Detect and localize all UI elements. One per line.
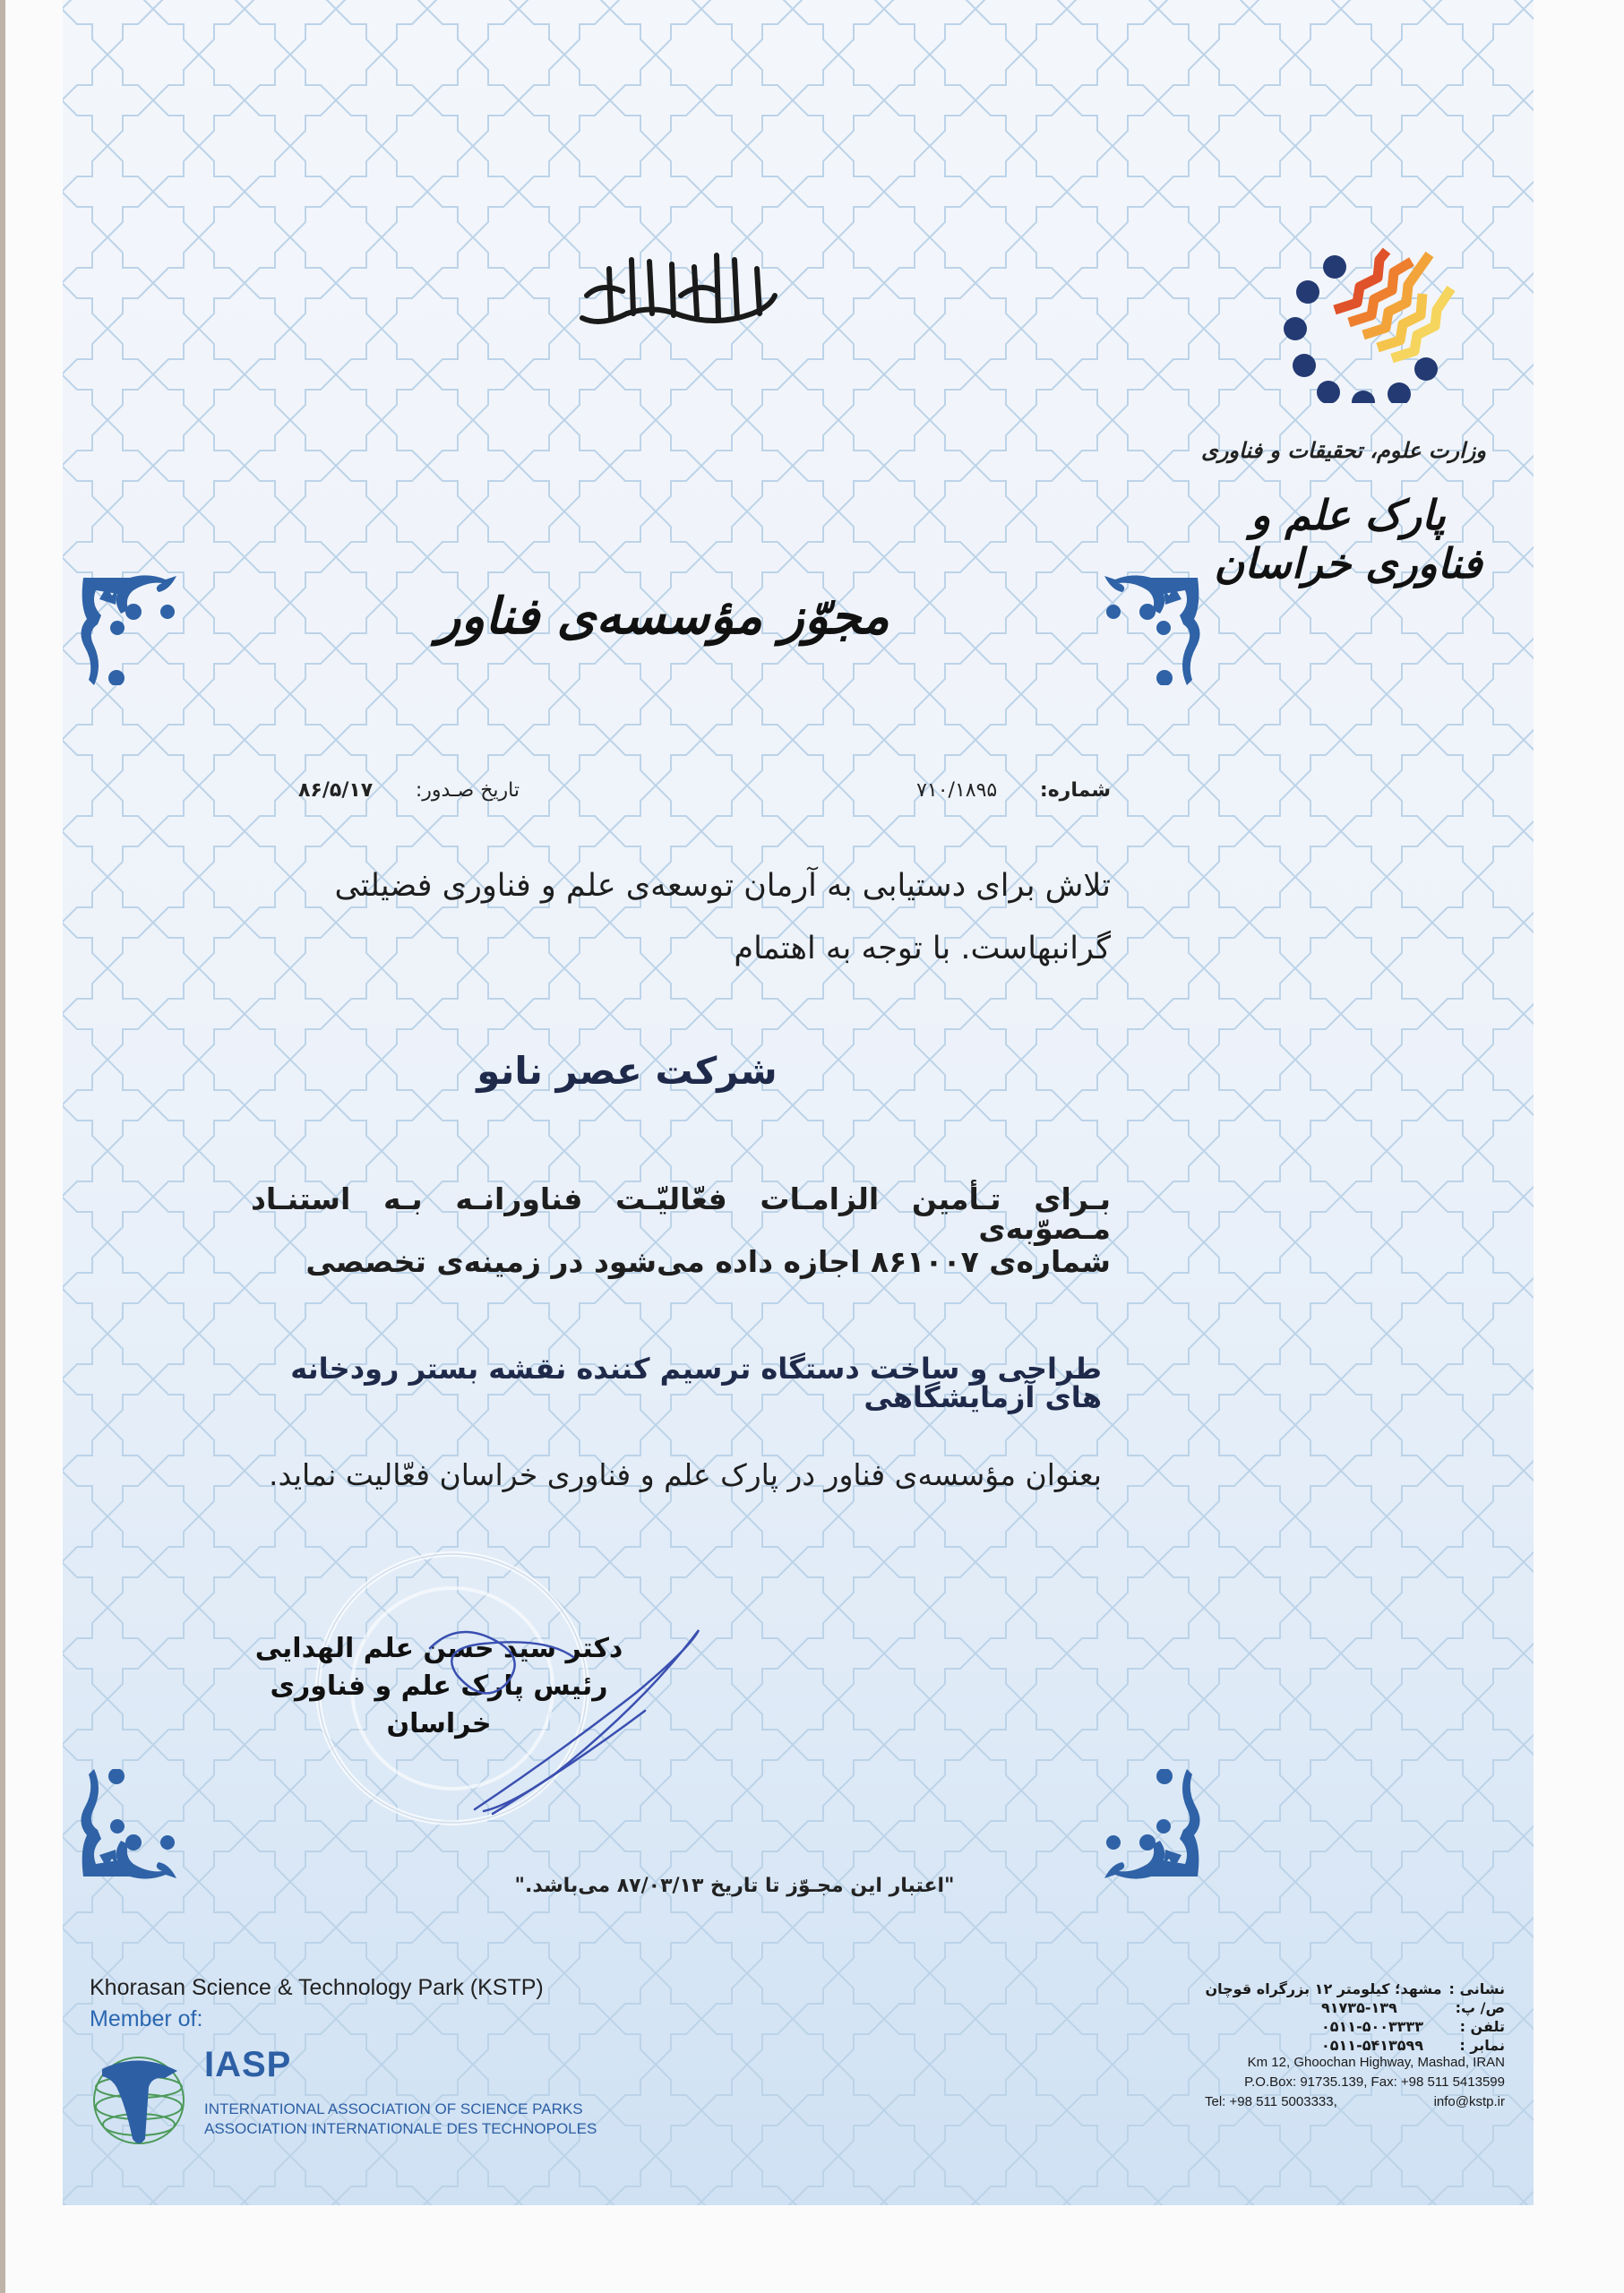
intro-line-2: گرانبهاست. با توجه به اهتمام bbox=[734, 931, 1111, 966]
contact-pobox-fax-en: P.O.Box: 91735.139, Fax: +98 511 5413599 bbox=[1244, 2074, 1505, 2090]
bismillah-calligraphy bbox=[546, 242, 797, 349]
kstp-logo-icon bbox=[1254, 224, 1469, 403]
signer-title: رئیس پارک علم و فناوری خراسان bbox=[270, 1670, 608, 1739]
fax-label: نمابر : bbox=[1459, 2037, 1505, 2054]
contact-tel-en: Tel: +98 511 5003333, bbox=[1205, 2094, 1337, 2109]
iasp-wordmark: IASP bbox=[204, 2045, 292, 2084]
corner-ornament-icon bbox=[76, 1769, 184, 1894]
closing-line: بعنوان مؤسسه‌ی فناور در پارک علم و فناوری خراسان فعّالیت نماید. bbox=[269, 1457, 1102, 1492]
iasp-name-en: INTERNATIONAL ASSOCIATION OF SCIENCE PARKS bbox=[204, 2100, 583, 2117]
address-label: نشانی : bbox=[1448, 1980, 1505, 1997]
contact-tel-email bbox=[1205, 2094, 1505, 2114]
document-number bbox=[896, 779, 1111, 802]
phone-label: تلفن : bbox=[1459, 2018, 1505, 2035]
member-of-label: Member of: bbox=[90, 2006, 203, 2031]
contact-phone bbox=[1205, 2017, 1505, 2036]
contact-address bbox=[1205, 1980, 1505, 1998]
phone-value: ۰۵۱۱-۵۰۰۳۳۳۳ bbox=[1321, 2018, 1424, 2035]
pobox-label: ص/ پ: bbox=[1455, 1999, 1505, 2016]
park-name: پارک علم و فناوری خراسان bbox=[1214, 491, 1482, 588]
corner-ornament-icon bbox=[76, 560, 184, 685]
intro-line-1: تلاش برای دستیابی به آرمان توسعه‌ی علم و فناوری فضیلتی bbox=[334, 868, 1111, 904]
number-value: ۷۱۰/۱۸۹۵ bbox=[916, 779, 998, 802]
corner-ornament-icon bbox=[1097, 1769, 1205, 1894]
corner-ornament-icon bbox=[1097, 560, 1205, 685]
scan-edge bbox=[0, 0, 5, 2293]
iasp-globe-icon bbox=[90, 2051, 188, 2150]
ministry-name: وزارت علوم، تحقیقات و فناوری bbox=[1201, 437, 1486, 463]
validity-note: "اعتبار این مجـوّز تا تاریخ ۸۷/۰۳/۱۳ می‌باشد." bbox=[514, 1875, 955, 1897]
contact-address-en: Km 12, Ghoochan Highway, Mashad, IRAN bbox=[1247, 2055, 1505, 2070]
company-name: شرکت عصر نانو bbox=[477, 1049, 778, 1093]
fax-value: ۰۵۱۱-۵۴۱۳۵۹۹ bbox=[1321, 2037, 1424, 2054]
number-label: شماره: bbox=[1039, 779, 1111, 802]
date-value: ۸۶/۵/۱۷ bbox=[298, 779, 374, 802]
date-label: تاریخ صـدور: bbox=[415, 779, 520, 802]
specialty-field: طراحی و ساخت دستگاه ترسیم کننده نقشه بستر رودخانه های آزمایشگاهی bbox=[290, 1352, 1102, 1414]
contact-block bbox=[1205, 1980, 1505, 2114]
contact-pobox bbox=[1205, 1998, 1505, 2017]
document-title: مجوّز مؤسسه‌ی فناور bbox=[436, 587, 889, 646]
signature-icon bbox=[421, 1612, 717, 1818]
contact-fax bbox=[1205, 2036, 1505, 2055]
issue-date bbox=[251, 779, 520, 802]
pobox-value: ۹۱۷۳۵-۱۳۹ bbox=[1321, 1999, 1397, 2016]
org-name-en: Khorasan Science & Technology Park (KSTP) bbox=[90, 1975, 544, 2000]
iasp-name-fr: ASSOCIATION INTERNATIONALE DES TECHNOPOLES bbox=[204, 2120, 597, 2137]
permit-line-2: شماره‌ی ۸۶۱۰۰۷ اجازه داده می‌شود در زمینه‌ی تخصصی bbox=[305, 1244, 1111, 1279]
signer-name: دکتر سید حسن علم الهدایی bbox=[254, 1633, 623, 1664]
address-value: مشهد؛ کیلومتر ۱۲ بزرگراه قوچان bbox=[1205, 1980, 1442, 1997]
permit-line-1: بـرای تـأمین الزامـات فعّالیّـت فناورانـه بـه استنـاد مـصوّبه‌ی bbox=[251, 1181, 1111, 1246]
contact-email-link[interactable]: info@kstp.ir bbox=[1433, 2094, 1505, 2109]
